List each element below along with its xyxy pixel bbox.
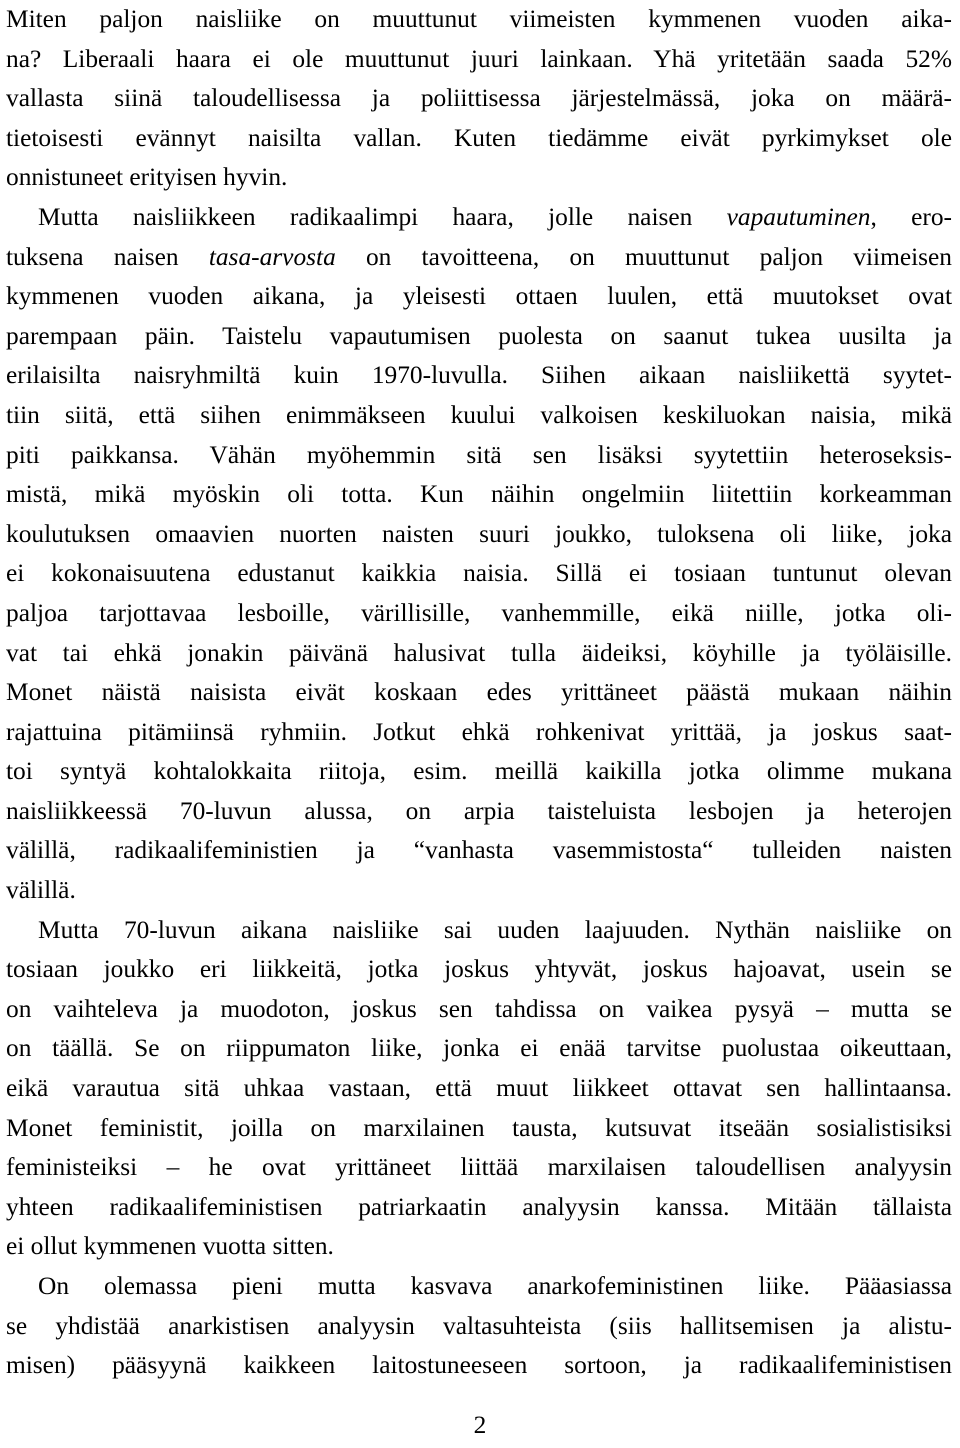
text-line: na? Liberaali haara ei ole muuttunut juuri lainkaan. Yhä yritetään saada 52% xyxy=(6,44,952,73)
text-line: piti paikkansa. Vähän myöhemmin sitä sen lisäksi syytettiin heteroseksis- xyxy=(6,440,952,469)
text-line: feministeiksi – he ovat yrittäneet liittää marxilaisen taloudellisen analyysin xyxy=(6,1153,952,1182)
text-line: toi syntyä kohtalokkaita riitoja, esim. meillä kaikilla jotka olimme mukana xyxy=(6,757,952,786)
paragraph xyxy=(6,911,952,1267)
page-number: 2 xyxy=(473,1411,487,1439)
text-line: rajattuina pitämiinsä ryhmiin. Jotkut ehkä rohkenivat yrittää, ja joskus saat- xyxy=(6,717,952,746)
text-line: Monet feministit, joilla on marxilainen tausta, kutsuvat itseään sosialistisiksi xyxy=(6,1113,952,1142)
body-text xyxy=(6,0,952,1386)
text-line: On olemassa pieni mutta kasvava anarkofeministinen liike. Pääasiassa xyxy=(38,1272,952,1300)
text-line: erilaisilta naisryhmiltä kuin 1970-luvulla. Siihen aikaan naisliikettä syytet- xyxy=(6,361,952,390)
text-line: kymmenen vuoden aikana, ja yleisesti ottaen luulen, että muutokset ovat xyxy=(6,282,952,311)
text-line: ei ollut kymmenen vuotta sitten. xyxy=(6,1232,334,1261)
italic-term: vapautuminen xyxy=(726,202,871,231)
text-line: on täällä. Se on riippumaton liike, jonka ei enää tarvitse puolustaa oikeuttaan, xyxy=(6,1034,952,1063)
text-line: parempaan päin. Taistelu vapautumisen puolesta on saanut tukea uusilta ja xyxy=(6,321,952,350)
text-line: tiin siitä, että siihen enimmäkseen kuului valkoisen keskiluokan naisia, mikä xyxy=(6,400,952,429)
text-line: välillä. xyxy=(6,876,76,905)
text-line: misen) pääsyynä kaikkeen laitostuneeseen sortoon, ja radikaalifeministisen xyxy=(6,1351,952,1380)
text-line: se yhdistää anarkistisen analyysin valtasuhteista (siis hallitsemisen ja alistu- xyxy=(6,1311,952,1340)
text-line: tietoisesti evännyt naisilta vallan. Kuten tiedämme eivät pyrkimykset ole xyxy=(6,123,952,152)
text-line: tuksena naisen tasa-arvosta on tavoitteena, on muuttunut paljon viimeisen xyxy=(6,242,952,271)
text-line: mistä, mikä myöskin oli totta. Kun näihin ongelmiin liitettiin korkeamman xyxy=(6,480,952,509)
text-line: koulutuksen omaavien nuorten naisten suuri joukko, tuloksena oli liike, joka xyxy=(6,519,952,548)
paragraph xyxy=(6,198,952,911)
text-line: Mutta 70-luvun aikana naisliike sai uuden laajuuden. Nythän naisliike on xyxy=(38,915,952,944)
text-line: Monet näistä naisista eivät koskaan edes yrittäneet päästä mukaan näihin xyxy=(6,678,952,707)
text-line: välillä, radikaalifeministien ja “vanhasta vasemmistosta“ tulleiden naisten xyxy=(6,836,952,865)
text-line: vat tai ehkä jonakin päivänä halusivat tulla äideiksi, köyhille ja työläisille. xyxy=(6,638,952,667)
text-line: yhteen radikaalifeministisen patriarkaatin analyysin kanssa. Mitään tällaista xyxy=(6,1192,952,1221)
text-line: tosiaan joukko eri liikkeitä, jotka joskus yhtyvät, joskus hajoavat, usein se xyxy=(6,955,952,984)
paragraph xyxy=(6,0,952,198)
text-line: naisliikkeessä 70-luvun alussa, on arpia taisteluista lesbojen ja heterojen xyxy=(6,796,952,825)
text-line: paljoa tarjottavaa lesboille, värillisille, vanhemmille, eikä niille, jotka oli- xyxy=(6,598,952,627)
text-line: ei kokonaisuutena edustanut kaikkia naisia. Sillä ei tosiaan tuntunut olevan xyxy=(6,559,952,588)
text-line: vallasta siinä taloudellisessa ja poliittisessa järjestelmässä, joka on määrä- xyxy=(6,84,952,113)
text-line: on vaihteleva ja muodoton, joskus sen tahdissa on vaikea pysyä – mutta se xyxy=(6,994,952,1023)
text-line: onnistuneet erityisen hyvin. xyxy=(6,163,288,192)
text-line: Mutta naisliikkeen radikaalimpi haara, jolle naisen vapautuminen, ero- xyxy=(38,202,953,231)
text-line: eikä varautua sitä uhkaa vastaan, että muut liikkeet ottavat sen hallintaansa. xyxy=(6,1074,952,1103)
paragraph xyxy=(6,1267,952,1386)
text-line: Miten paljon naisliike on muuttunut viimeisten kymmenen vuoden aika- xyxy=(6,5,952,33)
italic-term: tasa-arvosta xyxy=(208,242,336,271)
